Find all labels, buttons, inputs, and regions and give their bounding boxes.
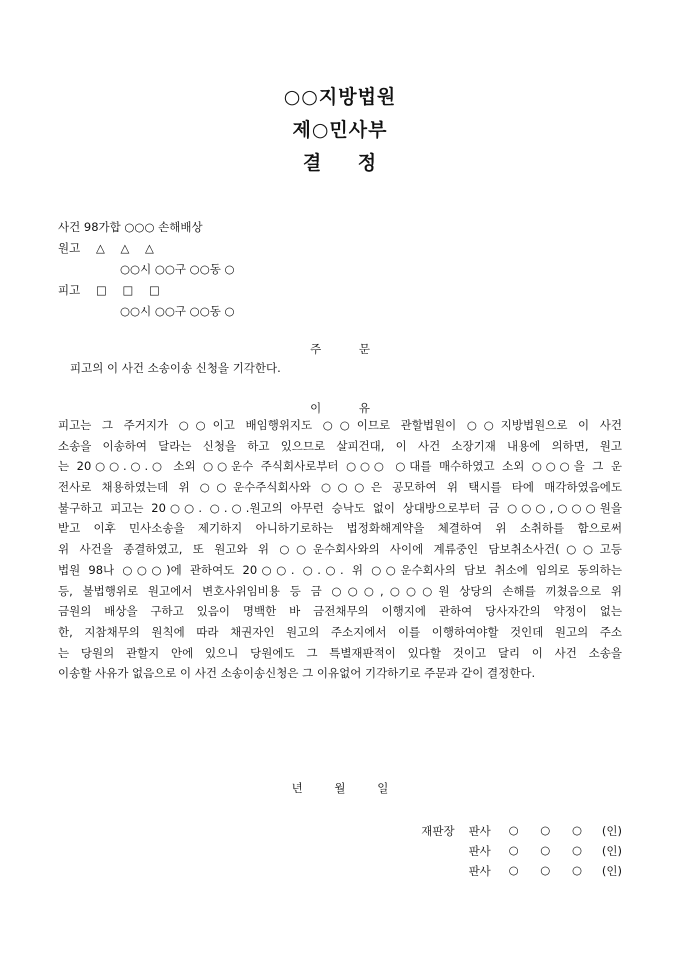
signature-seal: (인) bbox=[601, 864, 622, 878]
plaintiff-label: 원고 bbox=[58, 241, 81, 255]
plaintiff-name: △ △ △ bbox=[96, 241, 154, 255]
reason-line: 법원 98나 ○○○)에 관하여도 20○○. ○.○. 위 ○○운수회사의 담보 취소에 임의로 동의하는 bbox=[58, 562, 622, 577]
order-label: 주 문 bbox=[310, 342, 370, 356]
signature-role: 재판장 bbox=[421, 824, 455, 838]
division-name: 제○민사부 bbox=[292, 119, 388, 141]
signature-name: ○ ○ ○ bbox=[508, 823, 582, 837]
court-name: ○○지방법원 bbox=[283, 86, 397, 108]
reason-line: 소송을 이송하여 달라는 신청을 하고 있으므로 살피건대, 이 사건 소장기재 내용에 의하면, 원고 bbox=[58, 438, 622, 453]
reason-body bbox=[58, 415, 622, 684]
signature-row bbox=[397, 863, 622, 879]
document-title: 결 정 bbox=[302, 152, 378, 174]
reason-line: 불구하고 피고는 20○○. ○.○.원고의 아무런 승낙도 없이 상대방으로부터 금 ○○○,○○○원을 bbox=[58, 500, 622, 515]
reason-line: 는 20○○.○.○ 소외 ○○운수 주식회사로부터 ○○○ ○대를 매수하였고 소외 ○○○을 그 운 bbox=[58, 459, 622, 474]
signature-seal: (인) bbox=[601, 824, 622, 838]
defendant-address: ○○시 ○○구 ○○동 ○ bbox=[120, 304, 235, 318]
signature-title: 판사 bbox=[468, 844, 491, 858]
signature-role bbox=[397, 863, 469, 879]
signature-title: 판사 bbox=[468, 824, 491, 838]
reason-line: 이송할 사유가 없음으로 이 사건 소송이송신청은 그 이유없어 기각하기로 주문과 같이 결정한다. bbox=[58, 666, 536, 681]
signature-seal: (인) bbox=[601, 844, 622, 858]
reason-line: 는 당원의 관할지 안에 있으니 당원에도 그 특별재판적이 있다할 것이고 달리 이 사건 소송을 bbox=[58, 645, 622, 660]
signature-name: ○ ○ ○ bbox=[508, 843, 582, 857]
order-text: 피고의 이 사건 소송이송 신청을 기각한다. bbox=[70, 361, 281, 375]
signature-name: ○ ○ ○ bbox=[508, 863, 582, 877]
reason-line: 전사로 채용하였는데 위 ○○운수주식회사와 ○○○은 공모하여 위 택시를 타에 매각하였음에도 bbox=[58, 480, 622, 495]
defendant-name: □ □ □ bbox=[96, 283, 160, 297]
reason-line: 금원의 배상을 구하고 있음이 명백한 바 금전채무의 이행지에 관하여 당사자간의 약정이 없는 bbox=[58, 604, 622, 619]
reason-line: 피고는 그 주거지가 ○○이고 배임행위지도 ○○이므로 관할법원이 ○○지방법원으로 이 사건 bbox=[58, 418, 622, 432]
signature-role bbox=[397, 843, 469, 859]
plaintiff-address: ○○시 ○○구 ○○동 ○ bbox=[120, 262, 235, 276]
reason-line: 받고 이후 민사소송을 제기하지 아니하기로하는 법정화해계약을 체결하여 위 소취하를 함으로써 bbox=[58, 521, 622, 536]
decision-date: 년 월 일 bbox=[291, 781, 389, 795]
defendant-label: 피고 bbox=[58, 283, 81, 297]
reason-line: 한, 지참채무의 원칙에 따라 채권자인 원고의 주소지에서 이를 이행하여야할 것인데 원고의 주소 bbox=[58, 624, 622, 639]
signature-row bbox=[397, 823, 622, 839]
reason-label: 이 유 bbox=[310, 401, 370, 415]
case-line: 사건 98가합 ○○○ 손해배상 bbox=[58, 220, 203, 234]
reason-line: 위 사건을 종결하였고, 또 원고와 위 ○○운수회사와의 사이에 계류중인 담보취소사건(○○고등 bbox=[58, 542, 622, 557]
signature-row bbox=[397, 843, 622, 859]
signature-title: 판사 bbox=[468, 864, 491, 878]
reason-line: 등, 불법행위로 원고에서 변호사위임비용 등 금 ○○○,○○○원 상당의 손해를 끼쳤음으로 위 bbox=[58, 583, 622, 598]
